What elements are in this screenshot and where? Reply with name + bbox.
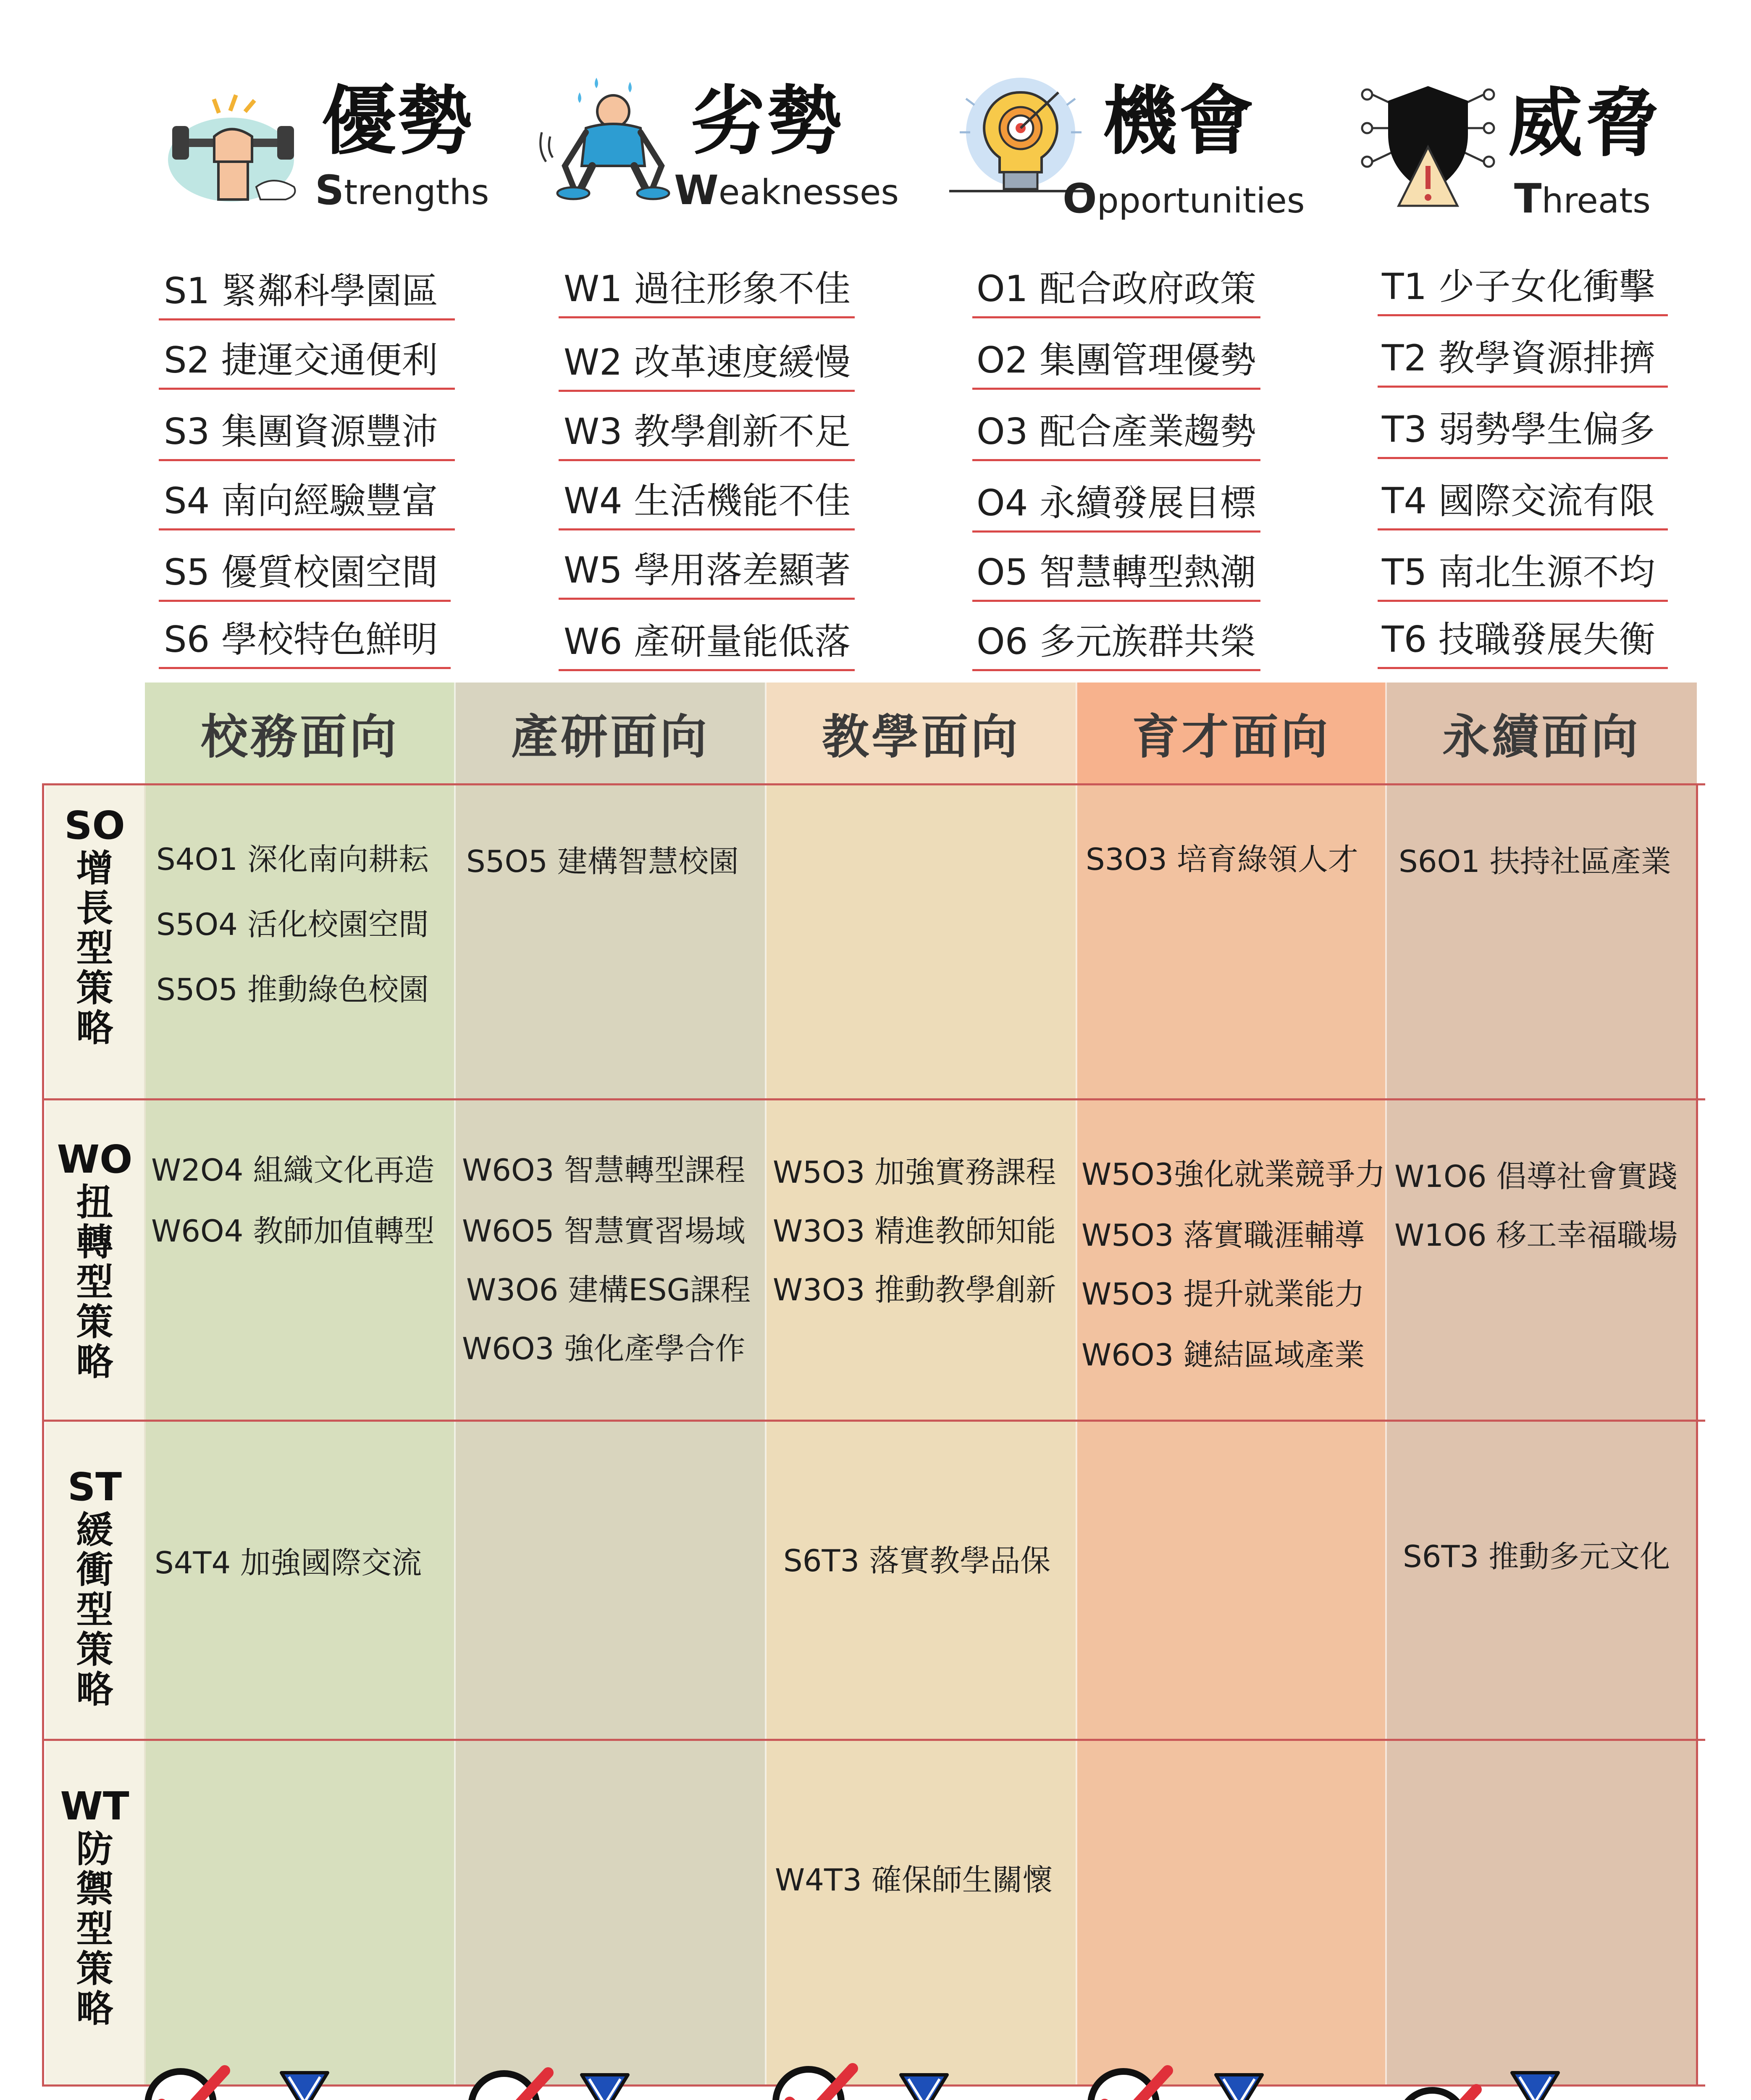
column-header-campus: 校務面向 [145, 682, 455, 783]
matrix-frame-right [1696, 783, 1698, 2085]
strategy-cell: W3O3 推動教學創新 [773, 1272, 1056, 1307]
list-item: T3 弱勢學生偏多 [1378, 412, 1668, 459]
list-item: O4 永續發展目標 [972, 485, 1260, 533]
strategy-cell: W5O3 加強實務課程 [773, 1155, 1056, 1190]
strategy-cell: W3O3 精進教師知能 [773, 1213, 1056, 1249]
red-check-circle-icon [1086, 2062, 1178, 2100]
list-item: W5 學用落差顯著 [559, 552, 855, 600]
list-item: W1 過往形象不佳 [559, 271, 855, 318]
list-item: S3 集團資源豐沛 [159, 414, 455, 461]
column-bg-talent [1076, 682, 1386, 2085]
strategy-cell: W6O3 鏈結區域產業 [1082, 1337, 1365, 1373]
strategy-cell: S5O5 建構智慧校園 [466, 844, 739, 879]
blue-down-triangle-icon [277, 2066, 332, 2100]
shield-warning-icon [1357, 76, 1499, 214]
strategy-cell: S3O3 培育綠領人才 [1086, 842, 1358, 877]
strategy-cell: W6O4 教師加值轉型 [151, 1213, 435, 1249]
strategy-cell: W1O6 移工幸福職場 [1394, 1218, 1678, 1253]
row-label-so [45, 785, 144, 1098]
list-item: W4 生活機能不佳 [559, 483, 855, 530]
strategy-cell: S6T3 落實教學品保 [783, 1543, 1051, 1578]
weaknesses-title: 劣勢 [691, 78, 844, 165]
blue-down-triangle-icon [578, 2068, 632, 2100]
opportunities-subtitle: Opportunities [1063, 175, 1305, 222]
list-item: T6 技職發展失衡 [1378, 622, 1668, 669]
strategy-cell: S4T4 加強國際交流 [155, 1545, 422, 1580]
row-abbr: ST [67, 1465, 122, 1509]
row-label-divider [144, 783, 146, 2085]
list-item: W6 產研量能低落 [559, 624, 855, 671]
strengths-subtitle: Strengths [315, 167, 489, 214]
list-item: S6 學校特色鮮明 [159, 622, 451, 669]
row-divider [42, 783, 1705, 785]
row-label-st [45, 1422, 144, 1739]
strategy-cell: S6O1 扶持社區產業 [1399, 844, 1671, 879]
column-divider [1385, 682, 1387, 2085]
column-header-teaching: 教學面向 [766, 682, 1076, 783]
row-label-wo [45, 1100, 144, 1420]
strategy-cell: W6O5 智慧實習場域 [462, 1213, 746, 1249]
row-name: 增長型策略 [76, 847, 113, 1050]
strategy-cell: S4O1 深化南向耕耘 [156, 842, 429, 877]
column-divider [454, 682, 456, 2085]
tired-person-icon [533, 69, 676, 204]
row-abbr: WO [57, 1137, 133, 1182]
matrix-frame-left [42, 783, 44, 2085]
red-check-circle-icon [1394, 2081, 1487, 2100]
list-item: O6 多元族群共榮 [972, 624, 1260, 671]
strengths-title: 優勢 [321, 78, 474, 165]
list-item: W2 改革速度緩慢 [559, 344, 855, 392]
column-bg-campus [145, 682, 455, 2085]
list-item: O5 智慧轉型熱潮 [972, 554, 1260, 602]
strategy-cell: S6T3 推動多元文化 [1403, 1539, 1670, 1574]
opportunities-title: 機會 [1103, 78, 1255, 165]
strategy-cell: W2O4 組織文化再造 [151, 1152, 435, 1188]
red-check-circle-icon [466, 2064, 559, 2100]
list-item: O3 配合產業趨勢 [972, 414, 1260, 461]
column-header-industry: 產研面向 [455, 682, 766, 783]
strategy-cell: W3O6 建構ESG課程 [466, 1272, 751, 1307]
row-abbr: WT [60, 1784, 129, 1829]
row-label-wt [45, 1741, 144, 2085]
row-name: 緩衝型策略 [76, 1508, 113, 1712]
row-divider [42, 1739, 1705, 1741]
weaknesses-subtitle: Weaknesses [674, 167, 899, 214]
row-name: 扭轉型策略 [76, 1181, 113, 1384]
list-item: T4 國際交流有限 [1378, 483, 1668, 530]
strategy-cell: W6O3 智慧轉型課程 [462, 1152, 746, 1188]
list-item: T1 少子女化衝擊 [1378, 269, 1668, 316]
blue-down-triangle-icon [1508, 2066, 1562, 2100]
threats-title: 威脅 [1508, 80, 1661, 167]
strategy-cell: W5O3 落實職涯輔導 [1082, 1218, 1365, 1253]
list-item: S5 優質校園空間 [159, 554, 451, 602]
row-divider [42, 1420, 1705, 1422]
list-item: T5 南北生源不均 [1378, 554, 1668, 602]
blue-down-triangle-icon [1212, 2068, 1266, 2100]
row-divider [42, 1098, 1705, 1100]
list-item: W3 教學創新不足 [559, 414, 855, 461]
column-bg-industry [455, 682, 766, 2085]
red-check-circle-icon [771, 2060, 863, 2100]
column-header-talent: 育才面向 [1076, 682, 1386, 783]
row-abbr: SO [64, 803, 125, 848]
strategy-cell: W1O6 倡導社會實踐 [1394, 1159, 1678, 1194]
blue-down-triangle-icon [897, 2068, 951, 2100]
strategy-cell: W5O3 提升就業能力 [1082, 1276, 1365, 1312]
row-name: 防禦型策略 [76, 1827, 113, 2031]
column-header-sustain: 永續面向 [1386, 682, 1697, 783]
list-item: T2 教學資源排擠 [1378, 340, 1668, 388]
column-divider [765, 682, 767, 2085]
dumbbell-lifting-icon [168, 90, 311, 204]
list-item: S2 捷運交通便利 [159, 342, 455, 390]
list-item: O2 集團管理優勢 [972, 342, 1260, 390]
list-item: O1 配合政府政策 [972, 271, 1260, 318]
list-item: S1 緊鄰科學園區 [159, 273, 455, 320]
strategy-cell: W6O3 強化產學合作 [462, 1331, 746, 1366]
list-item: S4 南向經驗豐富 [159, 483, 455, 530]
strategy-cell: S5O5 推動綠色校園 [156, 972, 429, 1007]
strategy-cell: W4T3 確保師生關懷 [775, 1862, 1053, 1898]
column-divider [1076, 682, 1077, 2085]
column-bg-sustain [1386, 682, 1697, 2085]
threats-subtitle: Threats [1514, 175, 1651, 222]
strategy-cell: S5O4 活化校園空間 [156, 907, 429, 942]
strategy-cell: W5O3強化就業競爭力 [1082, 1157, 1386, 1192]
red-check-circle-icon [143, 2062, 235, 2100]
